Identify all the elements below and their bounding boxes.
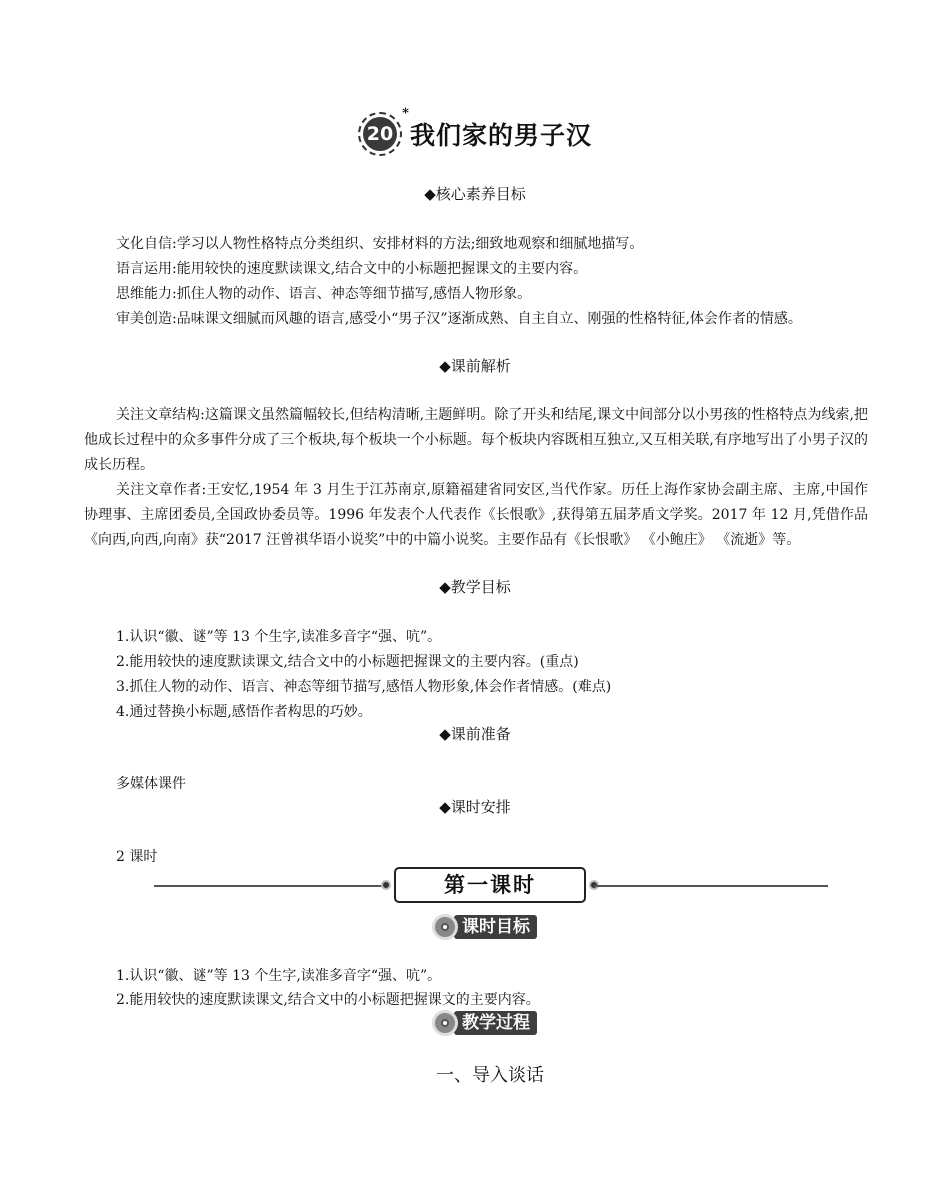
lesson-goal-2: 2.能用较快的速度默读课文,结合文中的小标题把握课文的主要内容。 bbox=[116, 992, 540, 1008]
analysis-author: 关注文章作者:王安忆,1954 年 3 月生于江苏南京,原籍福建省同安区,当代作家。历任上海作家协会副主席、主席,中国作协理事、主席团委员,全国政协委员等。1996 年发表个人代表作《长恨歌》,获得第五届茅盾文学奖。2017 年 12 月,凭借作品《向西,向西,向南》获“2017 汪曾祺华语小说奖”中的中篇小说奖。主要作品有《长恨歌》 《小鲍庄》 《流逝》等。 bbox=[84, 482, 868, 548]
teaching-goal-3: 3.抓住人物的动作、语言、神态等细节描写,感悟人物形象,体会作者情感。(难点) bbox=[116, 679, 612, 695]
schedule-text: 2 课时 bbox=[116, 849, 158, 865]
target-icon bbox=[432, 1010, 458, 1036]
divider-dot-left bbox=[381, 880, 391, 890]
lesson-number: 20 bbox=[363, 117, 397, 151]
teaching-goal-2: 2.能用较快的速度默读课文,结合文中的小标题把握课文的主要内容。(重点) bbox=[116, 654, 579, 670]
divider-line-left bbox=[154, 885, 386, 887]
preparation-text: 多媒体课件 bbox=[116, 776, 186, 792]
core-goal-4: 审美创造:品味课文细腻而风趣的语言,感受小“男子汉”逐渐成熟、自主自立、刚强的性格特征,体会作者的情感。 bbox=[116, 311, 802, 327]
teaching-process-tag bbox=[432, 1010, 537, 1036]
lesson-title-row bbox=[0, 106, 950, 160]
lesson-goal-1: 1.认识“徽、谜”等 13 个生字,读准多音字“强、吭”。 bbox=[116, 968, 442, 984]
core-goal-3: 思维能力:抓住人物的动作、语言、神态等细节描写,感悟人物形象。 bbox=[116, 286, 532, 302]
lesson-number-badge bbox=[358, 106, 409, 156]
section-heading-teaching-goals: ◆教学目标 bbox=[439, 578, 511, 596]
lesson-goals-tag bbox=[432, 914, 537, 940]
teaching-process-label: 教学过程 bbox=[454, 1011, 537, 1035]
core-goal-2: 语言运用:能用较快的速度默读课文,结合文中的小标题把握课文的主要内容。 bbox=[116, 261, 588, 277]
lesson-star-mark: * bbox=[402, 106, 409, 121]
target-icon bbox=[432, 914, 458, 940]
teaching-goal-4: 4.通过替换小标题,感悟作者构思的巧妙。 bbox=[116, 704, 372, 720]
section-heading-prelesson: ◆课前解析 bbox=[439, 357, 511, 375]
process-step-heading: 一、导入谈话 bbox=[436, 1065, 544, 1086]
section-heading-core: ◆核心素养目标 bbox=[424, 185, 526, 203]
divider-line-right bbox=[594, 885, 828, 887]
teaching-goal-1: 1.认识“徽、谜”等 13 个生字,读准多音字“强、吭”。 bbox=[116, 629, 442, 645]
lesson-divider bbox=[0, 865, 950, 907]
lesson-goals-label: 课时目标 bbox=[454, 915, 537, 939]
lesson-title: 我们家的男子汉 bbox=[409, 121, 592, 150]
lesson-period-title: 第一课时 bbox=[394, 867, 586, 903]
analysis-structure: 关注文章结构:这篇课文虽然篇幅较长,但结构清晰,主题鲜明。除了开头和结尾,课文中间部分以小男孩的性格特点为线索,把他成长过程中的众多事件分成了三个板块,每个板块一个小标题。每个板块内容既相互独立,又互相关联,有序地写出了小男子汉的成长历程。 bbox=[84, 407, 868, 473]
section-heading-schedule: ◆课时安排 bbox=[439, 798, 511, 816]
core-goal-1: 文化自信:学习以人物性格特点分类组织、安排材料的方法;细致地观察和细腻地描写。 bbox=[116, 236, 644, 252]
section-heading-preparation: ◆课前准备 bbox=[439, 725, 511, 743]
